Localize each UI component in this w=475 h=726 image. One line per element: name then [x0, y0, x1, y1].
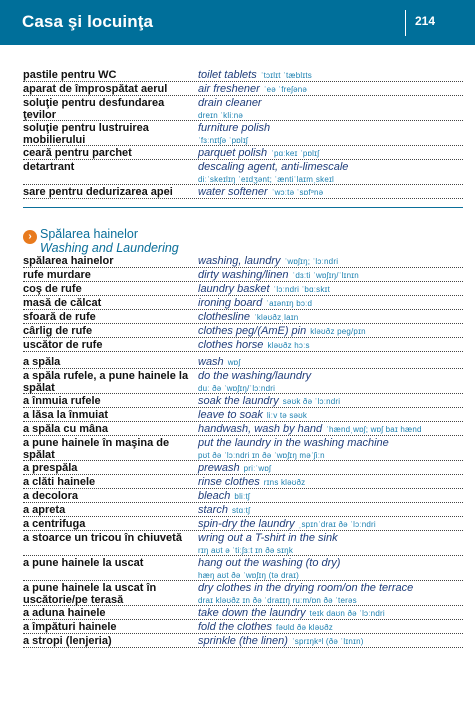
pronunciation: ˈpɑːkeɪ ˈpɒlɪʃ: [271, 149, 320, 158]
romanian-term: uscător de rufe: [23, 339, 103, 351]
table-row: [23, 121, 463, 146]
romanian-term: a aduna hainele: [23, 607, 106, 619]
english-term: [198, 489, 463, 503]
pronunciation: ˌspɪnˈdraɪ ðə ˈlɔːndri: [298, 520, 376, 529]
romanian-term: ceară pentru parchet: [23, 147, 132, 159]
table-row: [23, 96, 463, 121]
english-term: [198, 369, 463, 395]
pronunciation: bliːtʃ: [234, 492, 250, 501]
romanian-term: soluţie pentru desfundarea ţevilor: [23, 97, 165, 121]
romanian-term: masă de călcat: [23, 297, 102, 309]
english-text: sprinkle (the linen): [198, 635, 288, 647]
table-row: [23, 268, 463, 282]
pronunciation: priːˈwɒʃ: [243, 464, 271, 473]
romanian-term: a prespăla: [23, 462, 78, 474]
romanian-term: a înmuia rufele: [23, 395, 101, 407]
english-term: [198, 96, 463, 122]
english-term: [198, 581, 463, 607]
english-term: [198, 394, 463, 408]
page-header: [0, 0, 475, 45]
pronunciation: ˈkləʊðzˌlaɪn: [253, 313, 299, 322]
english-term: [198, 436, 463, 462]
english-term: [198, 620, 463, 634]
laundry-items-table: [23, 254, 463, 352]
english-term: [198, 531, 463, 557]
table-row: [23, 556, 463, 581]
cleaning-products-table: [23, 68, 463, 199]
romanian-term: rufe murdare: [23, 269, 91, 281]
english-term: [198, 422, 463, 436]
pronunciation: ˈwɒʃɪŋ; ˈlɔːndri: [284, 257, 339, 266]
english-text: take down the laundry: [198, 607, 306, 619]
column-divider: [195, 254, 196, 352]
english-term: [198, 556, 463, 582]
table-row: [23, 146, 463, 160]
english-text: clothesline: [198, 311, 250, 323]
table-row: [23, 489, 463, 503]
romanian-term: aparat de împrospătat aerul: [23, 83, 168, 95]
english-term: [198, 475, 463, 489]
table-row: [23, 296, 463, 310]
table-row: [23, 461, 463, 475]
english-term: [198, 160, 463, 186]
pronunciation: dreɪn ˈkliːnə: [198, 111, 244, 120]
pronunciation: kləʊðz hɔːs: [267, 341, 310, 350]
romanian-term: a spăla: [23, 356, 61, 368]
english-text: bleach: [198, 490, 231, 502]
table-row: [23, 517, 463, 531]
chevron-right-icon: ›: [23, 230, 37, 244]
romanian-term: soluţie pentru lustruirea mobilierului: [23, 122, 149, 146]
chapter-title: Casa şi locuinţa: [22, 12, 154, 31]
table-row: [23, 254, 463, 268]
english-term: [198, 503, 463, 517]
pronunciation: səʊk ðə ˈlɔːndri: [282, 397, 341, 406]
table-row: [23, 408, 463, 422]
romanian-term: a decolora: [23, 490, 79, 502]
english-term: [198, 68, 463, 82]
english-term: [198, 338, 463, 352]
english-text: clothes horse: [198, 339, 264, 351]
table-row: [23, 310, 463, 324]
romanian-term: a stropi (lenjeria): [23, 635, 112, 647]
english-text: dirty washing/linen: [198, 269, 289, 281]
romanian-term: a spăla cu mâna: [23, 423, 108, 435]
pronunciation: liːv tə səʊk: [266, 411, 308, 420]
english-term: [198, 355, 463, 369]
pronunciation: ˈfɜːnɪtʃə ˈpɒlɪʃ: [198, 136, 248, 145]
romanian-term: pastile pentru WC: [23, 69, 117, 81]
pronunciation: ˈaɪənɪŋ bɔːd: [266, 299, 313, 308]
pronunciation: ˈwɔːtə ˈsɒfᵊnə: [271, 188, 324, 197]
table-row: [23, 338, 463, 352]
pronunciation: wɒʃ: [227, 358, 241, 367]
pronunciation: fəʊld ðə kləʊðz: [276, 623, 334, 632]
english-text: starch: [198, 504, 228, 516]
english-text: leave to soak: [198, 409, 263, 421]
pronunciation: ˈsprɪŋkᵊl (ðə ˈlɪnɪn): [291, 637, 364, 646]
romanian-term: cârlig de rufe: [23, 325, 93, 337]
english-term: [198, 634, 463, 648]
pronunciation: ˈtɔɪlɪt ˈtæblɪts: [260, 71, 313, 80]
pronunciation: teɪk daʊn ðə ˈlɔːndri: [309, 609, 385, 618]
english-text: spin-dry the laundry: [198, 518, 295, 530]
english-term: [198, 121, 463, 147]
english-text: parquet polish: [198, 147, 268, 159]
pronunciation: diːˈskeɪlɪŋ ˈeɪdʒənt; ˈæntiˈlaɪmˌskeɪl: [198, 175, 335, 184]
table-row: [23, 369, 463, 394]
pronunciation: draɪ kləʊðz ɪn ðə ˈdraɪɪŋ ruːm/ɒn ðə ˈterəs: [198, 596, 357, 605]
section-title-en: Washing and Laundering: [40, 241, 179, 255]
romanian-term: a pune hainele la uscat în uscătorie/pe terasă: [23, 582, 157, 606]
pronunciation: pʊt ðə ˈlɔːndri ɪn ðə ˈwɒʃɪŋ məˈʃiːn: [198, 451, 325, 460]
table-row: [23, 620, 463, 634]
romanian-term: a stoarce un tricou în chiuvetă: [23, 532, 182, 544]
english-text: ironing board: [198, 297, 263, 309]
english-text: air freshener: [198, 83, 260, 95]
english-term: [198, 324, 463, 338]
pronunciation: stɑːtʃ: [231, 506, 251, 515]
column-divider: [195, 68, 196, 199]
english-text: soak the laundry: [198, 395, 279, 407]
english-text: fold the clothes: [198, 621, 272, 633]
romanian-term: spălarea hainelor: [23, 255, 114, 267]
english-term: [198, 146, 463, 160]
section-divider: [23, 207, 463, 208]
romanian-term: a apreta: [23, 504, 66, 516]
english-text: prewash: [198, 462, 240, 474]
romanian-term: detartrant: [23, 161, 75, 173]
english-term: [198, 408, 463, 422]
romanian-term: a clăti hainele: [23, 476, 96, 488]
english-text: wash: [198, 356, 224, 368]
english-term: [198, 268, 463, 282]
table-row: [23, 422, 463, 436]
english-text: wring out a T-shirt in the sink: [198, 532, 338, 544]
table-row: [23, 503, 463, 517]
section-title-ro: Spălarea hainelor: [40, 227, 138, 241]
english-term: [198, 606, 463, 620]
table-row: [23, 475, 463, 489]
english-text: put the laundry in the washing machine: [198, 437, 389, 449]
english-text: washing, laundry: [198, 255, 281, 267]
laundry-verbs-table: [23, 355, 463, 648]
english-term: [198, 310, 463, 324]
english-text: do the washing/laundry: [198, 370, 312, 382]
pronunciation: hæŋ aʊt ðə ˈwɒʃɪŋ (tə draɪ): [198, 571, 300, 580]
english-text: water softener: [198, 186, 268, 198]
table-row: [23, 282, 463, 296]
table-row: [23, 185, 463, 199]
pronunciation: kləʊðz peg/pɪn: [310, 327, 366, 336]
table-row: [23, 634, 463, 648]
romanian-term: sare pentru dedurizarea apei: [23, 186, 173, 198]
english-text: furniture polish: [198, 122, 271, 134]
pronunciation: rɪns kləʊðz: [263, 478, 306, 487]
english-text: toilet tablets: [198, 69, 257, 81]
english-term: [198, 296, 463, 310]
english-term: [198, 461, 463, 475]
english-term: [198, 254, 463, 268]
pronunciation: ˈlɔːndri ˈbɑːskɪt: [273, 285, 331, 294]
column-divider: [195, 355, 196, 648]
english-term: [198, 185, 463, 199]
english-text: hang out the washing (to dry): [198, 557, 341, 569]
pronunciation: ˈdɜːti ˈwɒʃɪŋ/ˈlɪnɪn: [292, 271, 359, 280]
table-row: [23, 160, 463, 185]
romanian-term: coş de rufe: [23, 283, 82, 295]
english-text: handwash, wash by hand: [198, 423, 323, 435]
romanian-term: a pune hainele în maşina de spălat: [23, 437, 170, 461]
romanian-term: a împături hainele: [23, 621, 117, 633]
table-row: [23, 82, 463, 96]
romanian-term: a lăsa la înmuiat: [23, 409, 108, 421]
header-divider: [405, 10, 406, 36]
english-term: [198, 517, 463, 531]
english-term: [198, 82, 463, 96]
page-number: 214: [415, 14, 436, 28]
romanian-term: a spăla rufele, a pune hainele la spălat: [23, 370, 189, 394]
romanian-term: a centrifuga: [23, 518, 86, 530]
pronunciation: ˈeə ˈfreʃənə: [263, 85, 308, 94]
romanian-term: sfoară de rufe: [23, 311, 96, 323]
pronunciation: ˈhændˌwɒʃ; wɒʃ baɪ hænd: [326, 425, 422, 434]
table-row: [23, 324, 463, 338]
table-row: [23, 394, 463, 408]
romanian-term: a pune hainele la uscat: [23, 557, 144, 569]
pronunciation: duː ðə ˈwɒʃɪŋ/ˈlɔːndri: [198, 384, 276, 393]
english-text: dry clothes in the drying room/on the terrace: [198, 582, 414, 594]
english-text: drain cleaner: [198, 97, 262, 109]
table-row: [23, 68, 463, 82]
table-row: [23, 581, 463, 606]
table-row: [23, 436, 463, 461]
english-text: clothes peg/(AmE) pin: [198, 325, 307, 337]
table-row: [23, 531, 463, 556]
pronunciation: rɪŋ aʊt ə ˈtiːʃɜːt ɪn ðə sɪŋk: [198, 546, 294, 555]
table-row: [23, 355, 463, 369]
english-text: laundry basket: [198, 283, 270, 295]
table-row: [23, 606, 463, 620]
english-text: descaling agent, anti-limescale: [198, 161, 349, 173]
english-term: [198, 282, 463, 296]
english-text: rinse clothes: [198, 476, 260, 488]
